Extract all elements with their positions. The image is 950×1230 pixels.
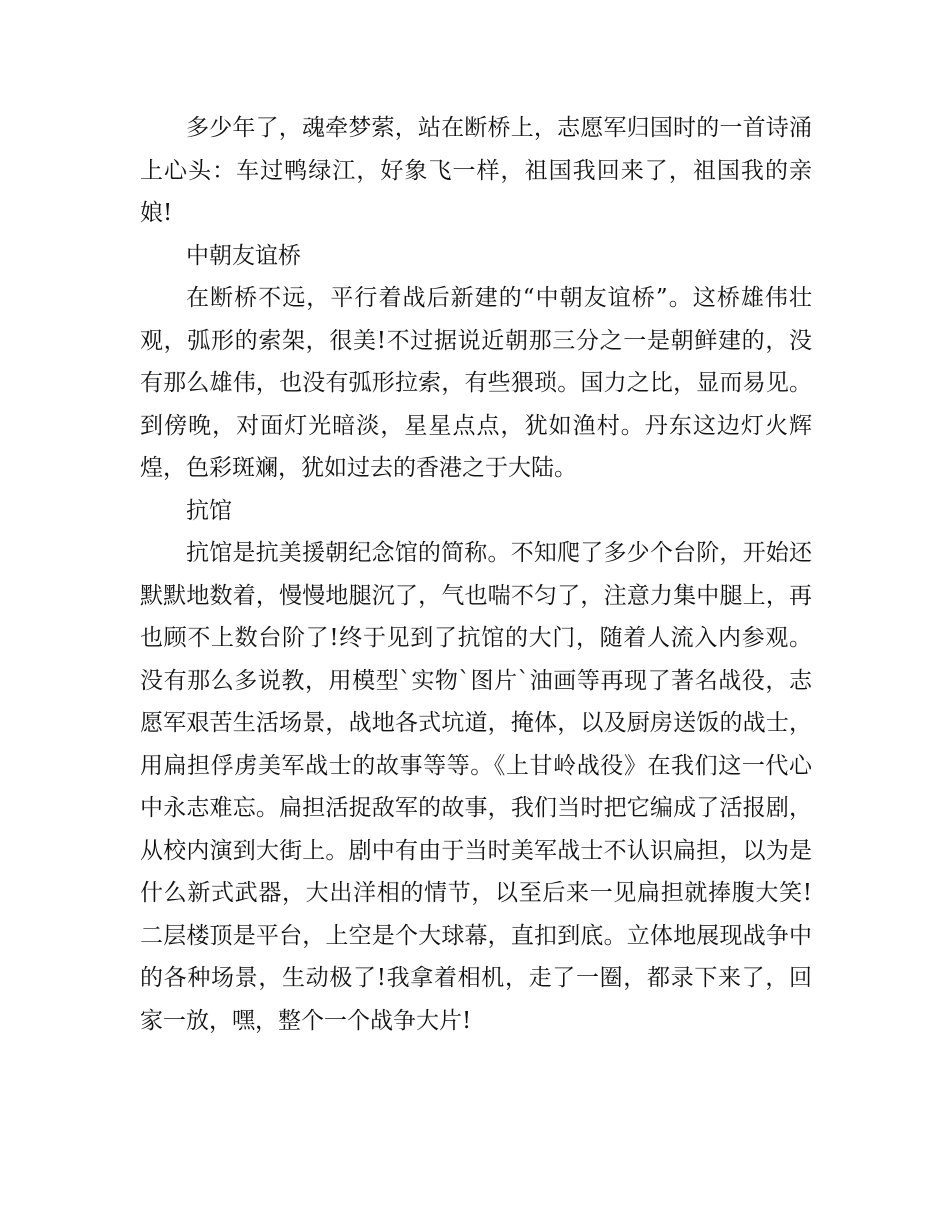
paragraph-friendship-bridge: 在断桥不远，平行着战后新建的“中朝友谊桥”。这桥雄伟壮观，弧形的索架，很美!不过据说近朝那三分之一是朝鲜建的，没有那么雄伟，也没有弧形拉索，有些猥琐。国力之比，显而易见。到傍晚，对面灯光暗淡，星星点点，犹如渔村。丹东这边灯火辉煌，色彩斑斓，犹如过去的香港之于大陆。 <box>140 285 812 481</box>
heading-museum: 抗馆 <box>186 497 232 524</box>
paragraph-museum: 抗馆是抗美援朝纪念馆的简称。不知爬了多少个台阶，开始还默默地数着，慢慢地腿沉了，气也喘不匀了，注意力集中腿上，再也顾不上数台阶了!终于见到了抗馆的大门，随着人流入内参观。没有那么多说教，用模型`实物`图片`油画等再现了著名战役，志愿军艰苦生活场景，战地各式坑道，掩体，以及厨房送饭的战士，用扁担俘虏美军战士的故事等等。《上甘岭战役》在我们这一代心中永志难忘。扁担活捉敌军的故事，我们当时把它编成了活报剧，从校内演到大街上。剧中有由于当时美军战士不认识扁担，以为是什么新式武器，大出洋相的情节，以至后来一见扁担就捧腹大笑!二层楼顶是平台，上空是个大球幕，直扣到底。立体地展现战争中的各种场景，生动极了!我拿着相机，走了一圈，都录下来了，回家一放，嘿，整个一个战争大片! <box>140 540 812 1034</box>
document-body <box>140 107 812 1042</box>
paragraph-broken-bridge: 多少年了，魂牵梦萦，站在断桥上，志愿军归国时的一首诗涌上心头：车过鸭绿江，好象飞一样，祖国我回来了，祖国我的亲娘! <box>140 115 812 226</box>
heading-friendship-bridge: 中朝友谊桥 <box>186 242 301 269</box>
